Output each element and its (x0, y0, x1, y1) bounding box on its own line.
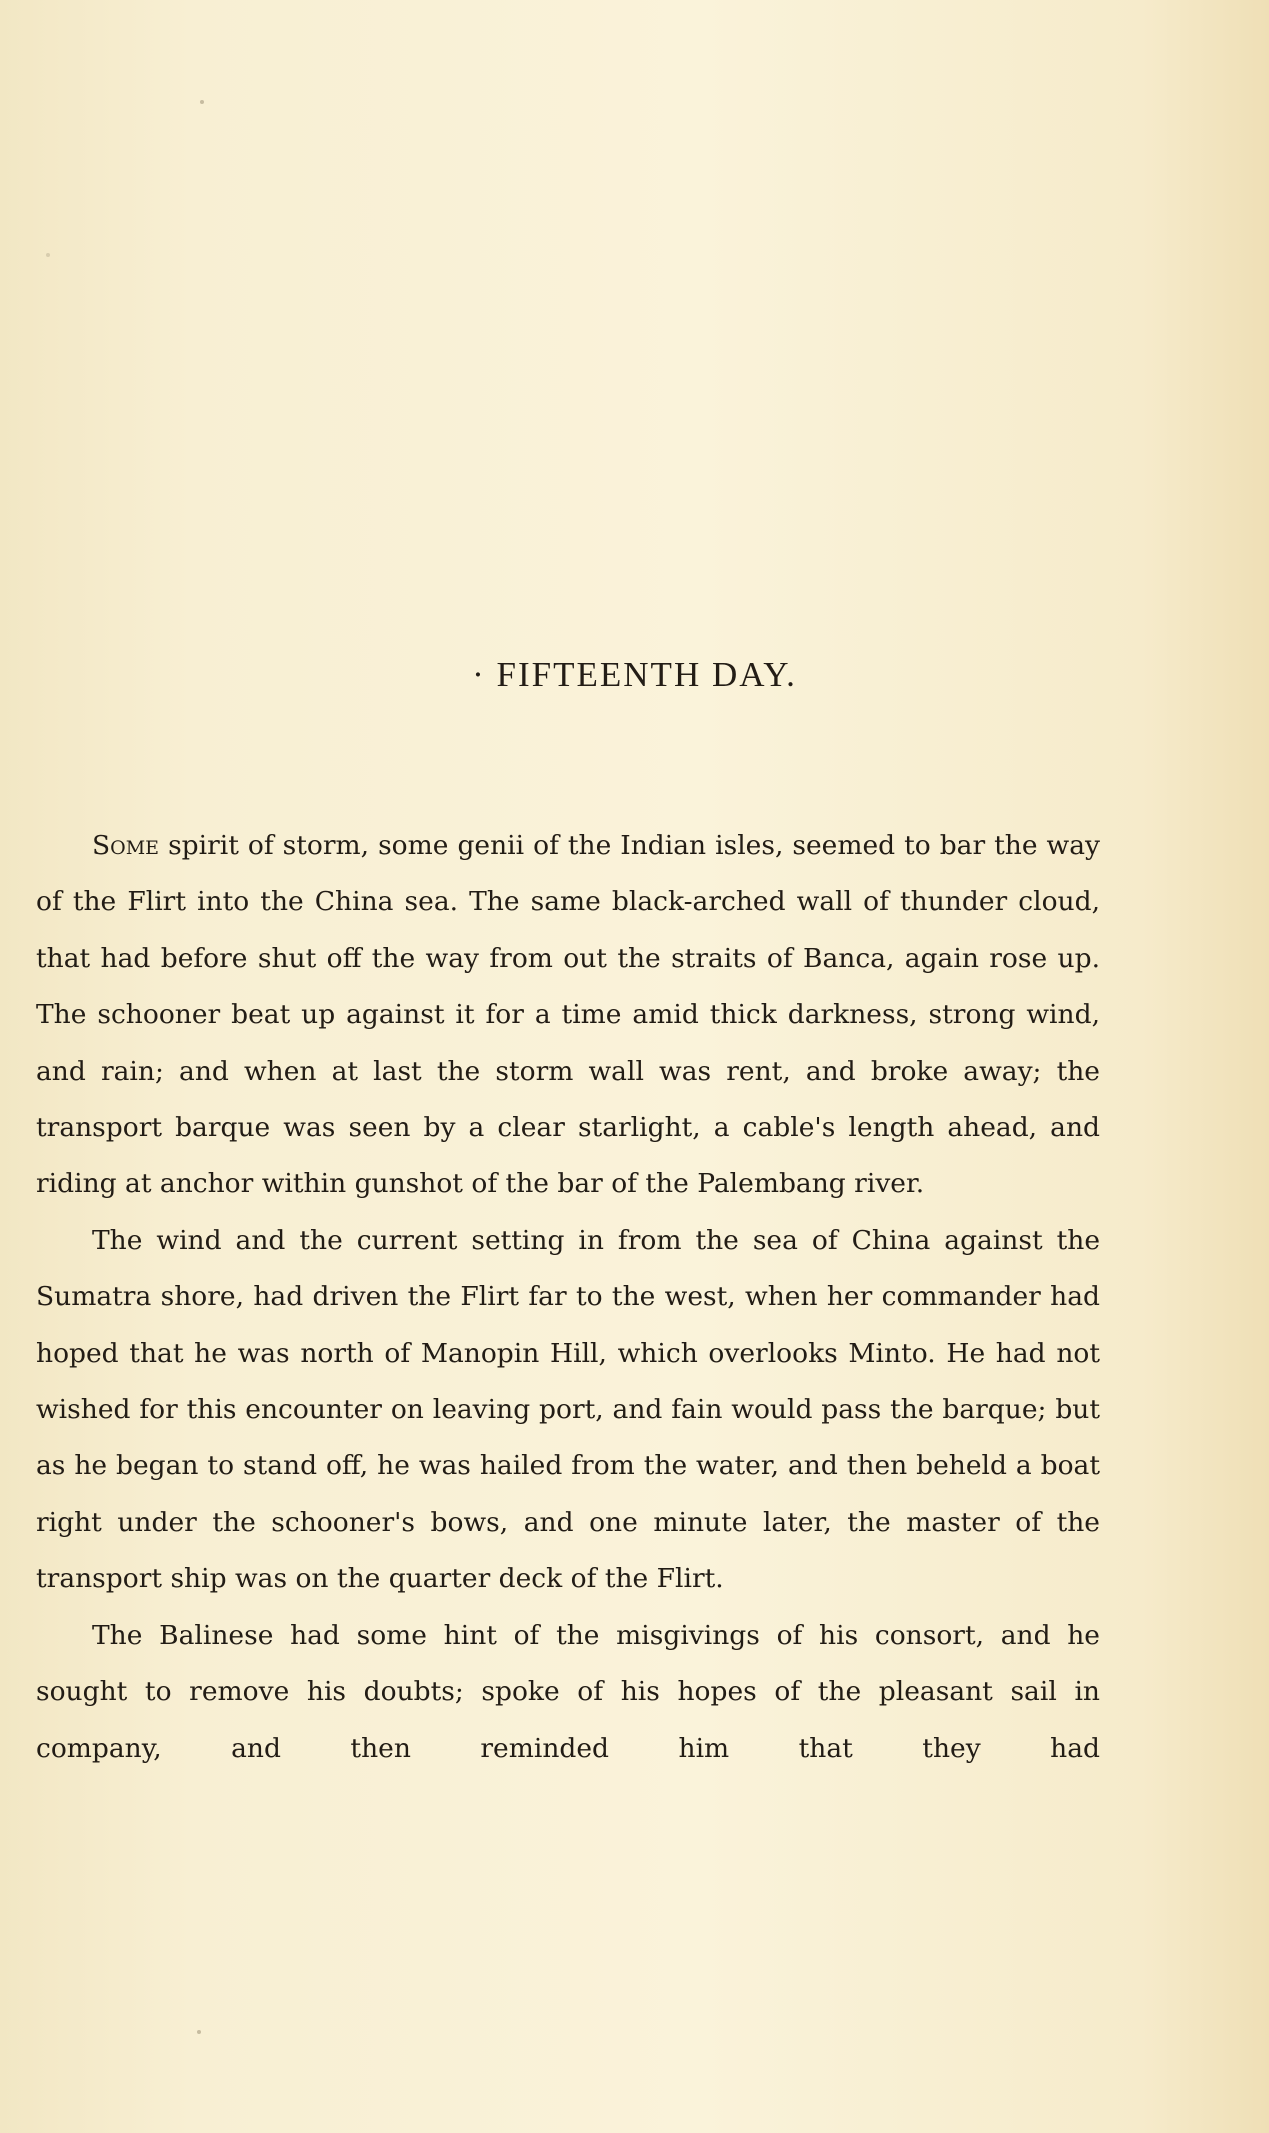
chapter-title: · FIFTEENTH DAY. (472, 655, 797, 694)
paragraph-text: spirit of storm, some genii of the Indian isles, seemed to bar the way of the Flirt into the China sea. The same black-arched wall of thunder cloud, that had before shut off the way from out the straits of Banca, again rose up. The schooner beat up against it for a time amid thick darkness, strong wind, and rain; and when at last the storm wall was rent, and broke away; the transport barque was seen by a clear starlight, a cable's length ahead, and riding at anchor within gunshot of the bar of the Palembang river. (36, 830, 1100, 1200)
paragraph-text: The wind and the current setting in from the sea of China against the Sumatra shore, had driven the Flirt far to the west, when her commander had hoped that he was north of Manopin Hill, which overlooks Minto. He had not wished for this encounter on leaving port, and fain would pass the barque; but as he began to stand off, he was hailed from the water, and then beheld a boat right under the schooner's bows, and one minute later, the master of the transport ship was on the quarter deck of the Flirt. (36, 1224, 1100, 1595)
paper-speck (197, 2030, 201, 2034)
paper-speck (200, 100, 204, 104)
paragraph (36, 1608, 1100, 1777)
paragraph-text: The Balinese had some hint of the misgivings of his consort, and he sought to remove his doubts; spoke of his hopes of the pleasant sail in company, and then reminded him that they had (36, 1619, 1100, 1764)
paragraph (36, 1213, 1100, 1608)
small-caps-lead: Some (92, 830, 160, 861)
paper-speck (46, 253, 50, 257)
paragraph (36, 818, 1100, 1213)
body-text (36, 818, 1100, 1777)
